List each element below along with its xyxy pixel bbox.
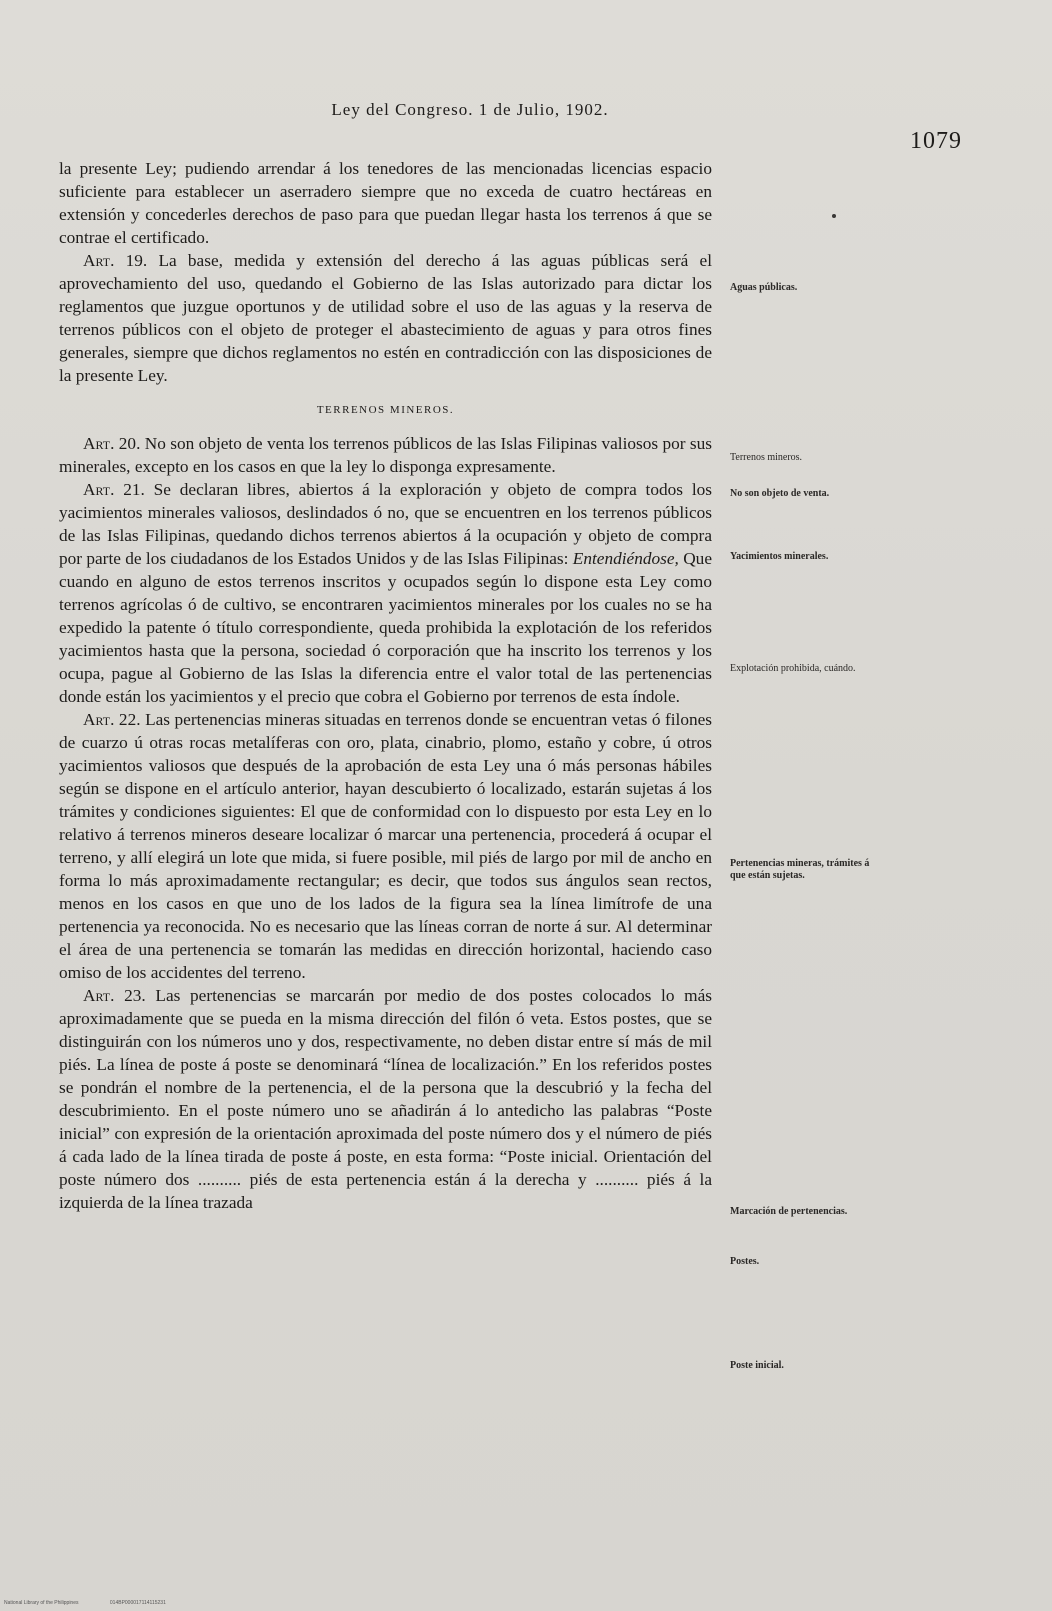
article-text: Que cuando en alguno de estos terrenos inscritos y ocupados según lo dispone esta Ley como terrenos agrícolas ó de cultivo, se encontraren yacimientos minerales por los cuales no se ha expedido la patente ó título correspondiente, queda prohibida la explotación de los referidos yacimientos hasta que la persona, sociedad ó corporación que ha inscrito los terrenos y los ocupa, pague al Gobierno de las Islas la diferencia entre el valor total de las pertenencias donde están los yacimientos y el precio que cobra el Gobierno por terrenos de esta índole. xyxy=(59,549,712,706)
article-emphasis: Entendiéndose, xyxy=(572,549,679,568)
paragraph-continuation: la presente Ley; pudiendo arrendar á los tenedores de las mencionadas licencias espacio suficiente para establecer un aserradero siempre que no exceda de cuatro hectáreas en extensión y concederles derechos de paso para que puedan llegar hasta los terrenos á que se contrae el certificado. xyxy=(59,159,712,247)
margin-note-yacimientos: Yacimientos minerales. xyxy=(730,551,829,562)
margin-note-aguas: Aguas públicas. xyxy=(730,282,798,293)
margin-note-pertenencias: Pertenencias mineras, trámites á que están sujetas. xyxy=(730,858,870,881)
article-19 xyxy=(59,249,712,387)
body-text xyxy=(59,157,712,1214)
article-label: Art. 20. xyxy=(83,434,141,453)
margin-note-marcacion: Marcación de pertenencias. xyxy=(730,1206,848,1217)
article-23 xyxy=(59,984,712,1214)
article-label: Art. 22. xyxy=(83,710,141,729)
margin-note-explotacion: Explotación prohibida, cuándo. xyxy=(730,663,856,674)
article-text: Las pertenencias se marcarán por medio de dos postes colocados lo más aproximadamente que se pueda en la misma dirección del filón ó veta. Estos postes, que se distinguirán con los números uno y dos, respectivamente, no deben distar entre sí más de mil piés. La línea de poste á poste se denominará “línea de localización.” En los referidos postes se pondrán el nombre de la pertenencia, el de la persona que la descubrió y la fecha del descubrimiento. En el poste número uno se añadirán á lo antedicho las palabras “Poste inicial” con expresión de la orientación aproximada del poste número dos y el número de piés á cada lado de la línea tirada de poste á poste, en esta forma: “Poste inicial. Orientación del poste número dos .......... piés de esta pertenencia están á la derecha y .......... piés á la izquierda de la línea trazada xyxy=(59,986,712,1212)
article-22 xyxy=(59,708,712,984)
margin-note-terrenos: Terrenos mineros. xyxy=(730,452,803,463)
article-text: Las pertenencias mineras situadas en terrenos donde se encuentran vetas ó filones de cuarzo ú otras rocas metalíferas con oro, plata, cinabrio, plomo, estaño y cobre, ú otros yacimientos valiosos que después de la aprobación de esta Ley una ó más personas hábiles según se dispone en el artículo anterior, hayan descubierto ó localizado, estarán sujetas á los trámites y condiciones siguientes: El que de conformidad con lo dispuesto por esta Ley en lo relativo á terrenos mineros deseare localizar ó marcar una pertenencia, procederá á ocupar el terreno, y allí elegirá un lote que mida, si fuere posible, mil piés de largo por mil de ancho en forma lo más aproximadamente rectangular; es decir, que todos sus ángulos sean rectos, menos en los casos en que uno de los lados de la figura sea la línea limítrofe de una pertenencia ya reconocida. No es necesario que las líneas corran de norte á sur. Al determinar el área de una pertenencia se tomarán las medidas en dirección horizontal, haciendo caso omiso de los accidentes del terreno. xyxy=(59,710,713,982)
scan-footer xyxy=(4,1600,196,1606)
article-text: Se declaran libres, abiertos á la exploración y objeto de compra todos los yacimientos minerales valiosos, deslindados ó no, que se encuentren en los terrenos públicos de las Islas Filipinas, quedando dichos terrenos abiertos á la ocupación y objeto de compra por parte de los ciudadanos de los Estados Unidos y de las Islas Filipinas: xyxy=(59,480,712,568)
article-label: Art. 19. xyxy=(83,251,148,270)
section-title: TERRENOS MINEROS. xyxy=(316,404,455,416)
margin-note-no-venta: No son objeto de venta. xyxy=(730,488,830,499)
footer-library: National Library of the Philippines xyxy=(4,1600,79,1606)
page-number: 1079 xyxy=(910,128,962,154)
article-20 xyxy=(59,432,712,478)
article-label: Art. 21. xyxy=(83,480,145,499)
article-21 xyxy=(59,478,712,708)
article-text: La base, medida y extensión del derecho á las aguas públicas será el aprovechamiento del uso, quedando el Gobierno de las Islas autorizado para dictar los reglamentos que juzgue oportunos y de utilidad sobre el uso de las aguas y la reserva de terrenos públicos con el objeto de proteger el abastecimiento de aguas y para otros fines generales, siempre que dichos reglamentos no estén en contradicción con las disposiciones de la presente Ley. xyxy=(59,251,712,385)
margin-note-poste-inicial: Poste inicial. xyxy=(730,1360,784,1371)
article-text: No son objeto de venta los terrenos públicos de las Islas Filipinas valiosos por sus minerales, excepto en los casos en que la ley lo disponga expresamente. xyxy=(59,434,712,476)
footer-id: 014BP000017114115231 xyxy=(109,1600,166,1606)
ink-speck xyxy=(832,214,836,218)
margin-note-postes: Postes. xyxy=(730,1256,760,1267)
running-header: Ley del Congreso. 1 de Julio, 1902. xyxy=(331,100,609,119)
article-label: Art. 23. xyxy=(83,986,146,1005)
